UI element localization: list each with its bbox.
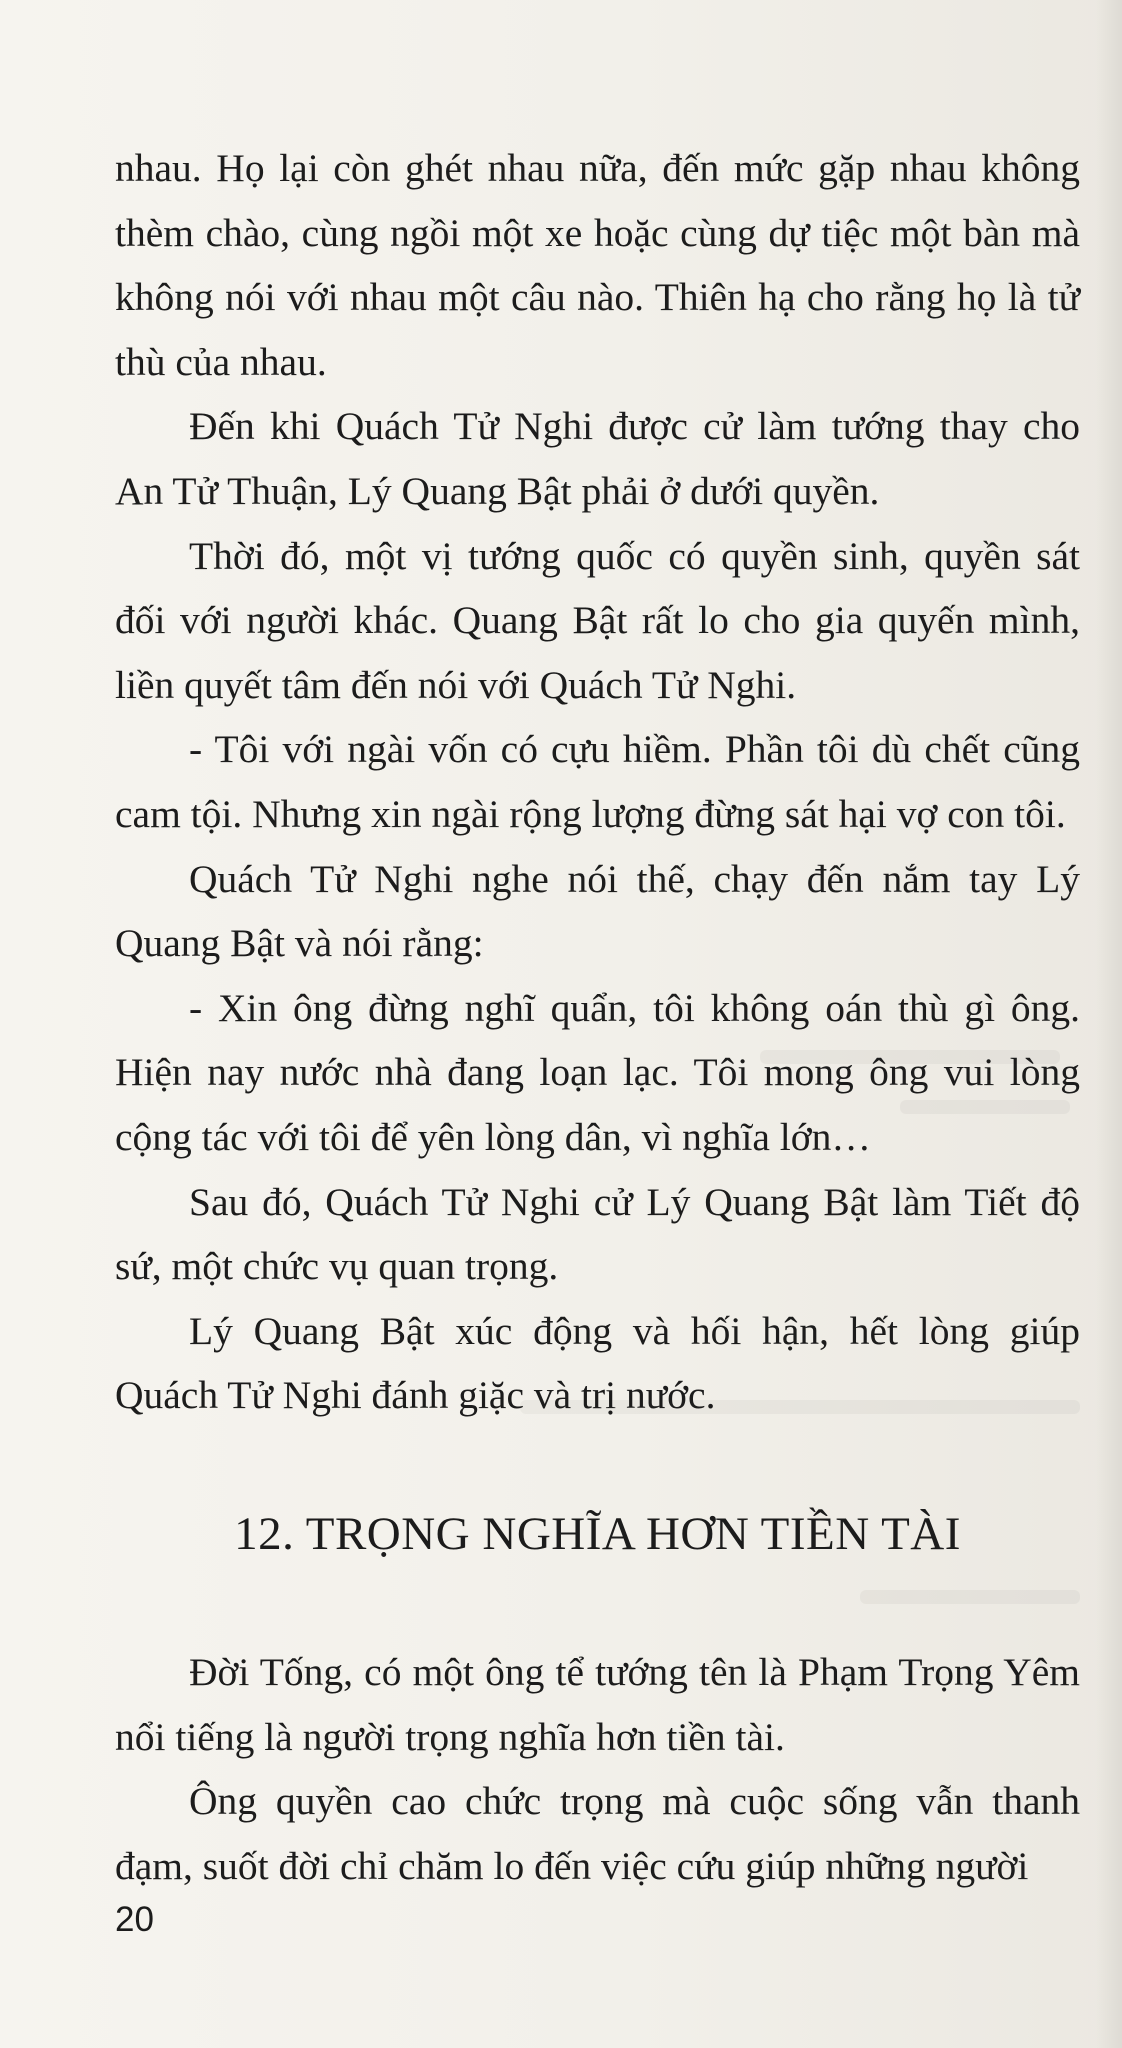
dialogue-paragraph: - Xin ông đừng nghĩ quẩn, tôi không oán thù gì ông. Hiện nay nước nhà đang loạn lạc. Tôi mong ông vui lòng cộng tác với tôi để yên lòng dân, vì nghĩa lớn… [115, 985, 1080, 1159]
dialogue-paragraph: - Tôi với ngài vốn có cựu hiềm. Phần tôi dù chết cũng cam tội. Nhưng xin ngài rộng lượng đừng sát hại vợ con tôi. [115, 727, 1080, 836]
chapter-title: 12. TRỌNG NGHĨA HƠN TIỀN TÀI [234, 1508, 961, 1560]
paragraph: nhau. Họ lại còn ghét nhau nữa, đến mức gặp nhau không thèm chào, cùng ngồi một xe hoặc cùng dự tiệc một bàn mà không nói với nhau một câu nào. Thiên hạ cho rằng họ là tử thù của nhau. [115, 146, 1080, 384]
page-number: 20 [115, 1900, 154, 1939]
paragraph: Đến khi Quách Tử Nghi được cử làm tướng thay cho An Tử Thuận, Lý Quang Bật phải ở dưới quyền. [115, 404, 1080, 513]
body-text-bottom [115, 1640, 1080, 1898]
paragraph: Đời Tống, có một ông tể tướng tên là Phạm Trọng Yêm nổi tiếng là người trọng nghĩa hơn tiền tài. [115, 1650, 1080, 1759]
paragraph: Quách Tử Nghi nghe nói thế, chạy đến nắm tay Lý Quang Bật và nói rằng: [115, 856, 1080, 966]
paragraph: Lý Quang Bật xúc động và hối hận, hết lòng giúp Quách Tử Nghi đánh giặc và trị nước. [115, 1308, 1080, 1418]
body-text-top [115, 136, 1080, 1428]
paragraph: Sau đó, Quách Tử Nghi cử Lý Quang Bật làm Tiết độ sứ, một chức vụ quan trọng. [115, 1179, 1080, 1289]
paragraph: Thời đó, một vị tướng quốc có quyền sinh, quyền sát đối với người khác. Quang Bật rất lo cho gia quyến mình, liền quyết tâm đến nói với Quách Tử Nghi. [115, 533, 1080, 707]
paragraph: Ông quyền cao chức trọng mà cuộc sống vẫn thanh đạm, suốt đời chỉ chăm lo đến việc cứu giúp những người [115, 1779, 1080, 1888]
show-through-mark [860, 1590, 1080, 1604]
page-edge-shadow [1096, 0, 1122, 2048]
